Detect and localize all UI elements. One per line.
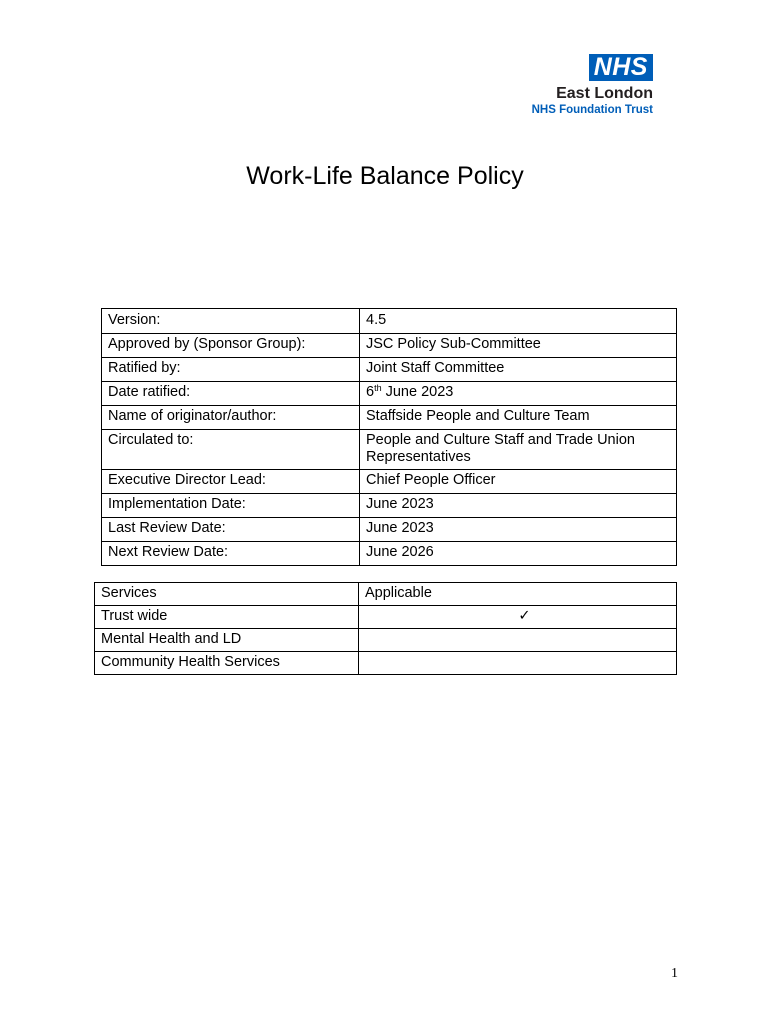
table-row xyxy=(102,494,677,518)
row-value: June 2023 xyxy=(360,518,677,542)
table-row xyxy=(102,382,677,406)
row-key: Name of originator/author: xyxy=(102,406,360,430)
service-name: Trust wide xyxy=(95,606,359,629)
row-value xyxy=(360,382,677,406)
row-key: Date ratified: xyxy=(102,382,360,406)
table-header-row xyxy=(95,583,677,606)
row-key: Version: xyxy=(102,309,360,334)
nhs-badge: NHS xyxy=(589,54,653,81)
nhs-logo xyxy=(503,54,653,117)
row-key: Ratified by: xyxy=(102,358,360,382)
table-row xyxy=(102,430,677,470)
row-key: Approved by (Sponsor Group): xyxy=(102,334,360,358)
table-row xyxy=(95,652,677,675)
date-rest: June 2023 xyxy=(381,384,454,400)
applicable-cell xyxy=(359,652,677,675)
table-row xyxy=(102,542,677,566)
row-value: People and Culture Staff and Trade Union Representatives xyxy=(360,430,677,470)
row-key: Circulated to: xyxy=(102,430,360,470)
service-name: Community Health Services xyxy=(95,652,359,675)
row-value: Staffside People and Culture Team xyxy=(360,406,677,430)
date-day: 6 xyxy=(366,384,375,400)
date-ordinal: th xyxy=(374,383,382,393)
services-table xyxy=(94,582,677,675)
table-row xyxy=(102,309,677,334)
row-key: Last Review Date: xyxy=(102,518,360,542)
document-title: Work-Life Balance Policy xyxy=(246,162,524,190)
table-row xyxy=(95,606,677,629)
check-icon: ✓ xyxy=(359,606,677,629)
row-key: Implementation Date: xyxy=(102,494,360,518)
org-subtitle: NHS Foundation Trust xyxy=(531,104,653,116)
row-key: Executive Director Lead: xyxy=(102,470,360,494)
table-row xyxy=(102,406,677,430)
row-value: June 2023 xyxy=(360,494,677,518)
page-number: 1 xyxy=(671,966,678,981)
column-header-services: Services xyxy=(95,583,359,606)
table-row xyxy=(102,334,677,358)
applicable-cell xyxy=(359,629,677,652)
table-row xyxy=(102,518,677,542)
row-value: 4.5 xyxy=(360,309,677,334)
service-name: Mental Health and LD xyxy=(95,629,359,652)
row-value: Joint Staff Committee xyxy=(360,358,677,382)
row-value: Chief People Officer xyxy=(360,470,677,494)
column-header-applicable: Applicable xyxy=(359,583,677,606)
table-row xyxy=(95,629,677,652)
policy-details-table xyxy=(101,308,677,566)
row-value: June 2026 xyxy=(360,542,677,566)
row-key: Next Review Date: xyxy=(102,542,360,566)
table-row xyxy=(102,358,677,382)
org-name: East London xyxy=(556,85,653,102)
table-row xyxy=(102,470,677,494)
row-value: JSC Policy Sub-Committee xyxy=(360,334,677,358)
